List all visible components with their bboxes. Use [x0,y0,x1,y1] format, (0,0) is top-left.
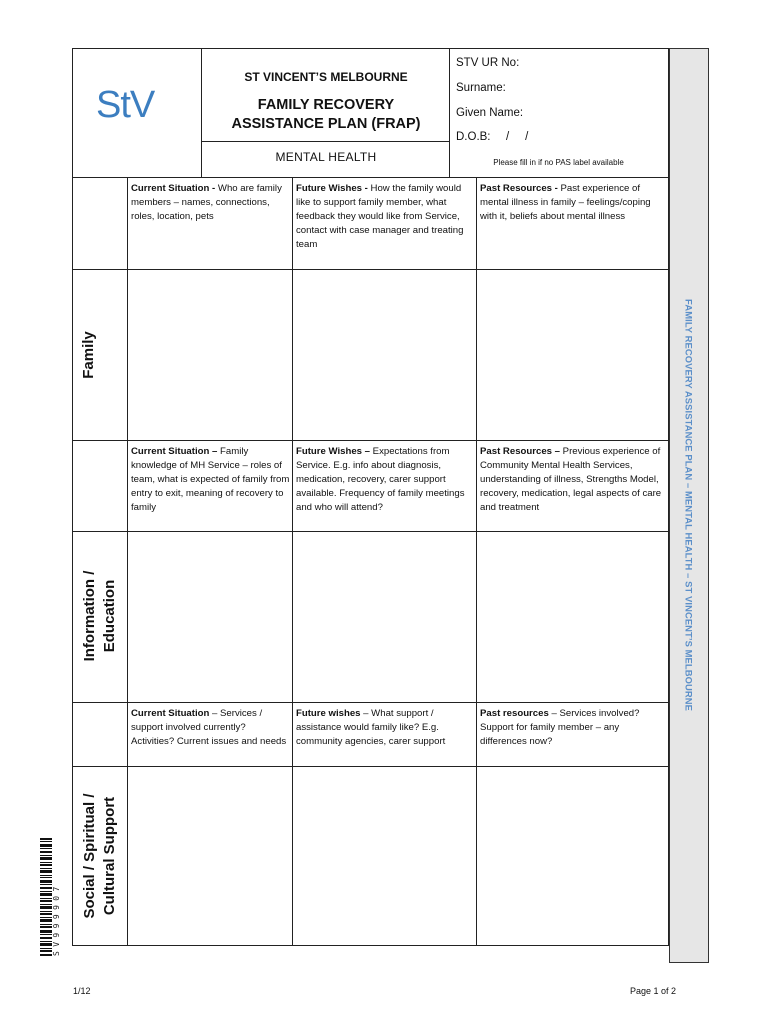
section-label-line: Family [80,331,97,379]
side-banner-text: FAMILY RECOVERY ASSISTANCE PLAN – MENTAL HEALTH – ST VINCENT’S MELBOURNE [683,299,695,711]
prompt-information-current [131,445,291,515]
given-name-label[interactable]: Given Name: [456,107,524,119]
prompt-family-past [480,182,666,224]
header-divider [449,48,450,178]
pas-label-note: Please fill in if no PAS label available [493,158,624,167]
answer-social-future[interactable] [293,767,476,945]
answer-family-future[interactable] [293,270,476,440]
prompt-text: How the family would like to support family member, what feedback they would like from Service, contact with case manager and treating team [296,183,464,250]
answer-social-past[interactable] [477,767,668,945]
prompt-information-past [480,445,668,515]
section-label-information [80,546,120,686]
prompt-heading: Current Situation – [131,446,218,457]
header-divider [201,141,449,142]
prompt-heading: Past Resources – [480,446,560,457]
prompt-heading: Future Wishes - [296,183,368,194]
prompt-heading: Current Situation - [131,183,216,194]
stv-logo: StV [96,84,155,126]
section-label-line: Cultural Support [101,796,118,916]
prompt-text: Previous experience of Community Mental Health Services, understanding of illness, Strengths Model, recovery, medication, legal aspects of care and treatment [480,446,662,513]
prompt-text: – Services / support involved currently? Activities? Current issues and needs [131,708,287,747]
grid-line [72,440,669,441]
form-title [203,96,449,134]
answer-family-current[interactable] [128,270,292,440]
prompt-text: – What support / assistance would family like? E.g. community agencies, carer support [296,708,446,747]
prompt-family-current [131,182,289,224]
section-label-line: Social / Spiritual / [81,793,98,919]
prompt-text: Who are family members – names, connections, roles, location, pets [131,183,282,222]
prompt-text: Expectations from Service. E.g. info about diagnosis, medication, recovery, carer support available. Frequency of family meetings and who will attend? [296,446,465,513]
prompt-heading: Past resources [480,708,549,719]
answer-information-past[interactable] [477,532,668,702]
prompt-social-future [296,707,474,749]
prompt-information-future [296,445,476,515]
answer-social-current[interactable] [128,767,292,945]
prompt-social-past [480,707,666,749]
dob-label[interactable]: D.O.B: [456,131,491,143]
form-title-line2: ASSISTANCE PLAN (FRAP) [231,116,421,132]
section-label-social [80,776,120,936]
form-title-line1: FAMILY RECOVERY [257,97,395,113]
header-divider [201,48,202,178]
answer-information-future[interactable] [293,532,476,702]
footer-page-number: Page 1 of 2 [630,986,677,996]
prompt-heading: Current Situation [131,708,210,719]
prompt-text: Family knowledge of MH Service – roles of team, what is expected of family from entry to exit, meaning of recovery to family [131,446,290,513]
prompt-heading: Past Resources - [480,183,558,194]
prompt-text: Past experience of mental illness in family – feelings/coping with it, beliefs about mental illness [480,183,651,222]
prompt-heading: Future Wishes – [296,446,371,457]
form-subtitle: MENTAL HEALTH [275,150,377,164]
answer-family-past[interactable] [477,270,668,440]
prompt-social-current [131,707,289,749]
section-label-line: Information / [81,570,98,662]
section-label-line: Education [101,579,118,653]
surname-label[interactable]: Surname: [456,82,506,94]
barcode-number: SV999907 [52,882,61,956]
ur-number-label[interactable]: STV UR No: [456,57,520,69]
organization-name: ST VINCENT’S MELBOURNE [244,70,408,84]
section-label-family [79,305,99,405]
prompt-family-future [296,182,474,252]
answer-information-current[interactable] [128,532,292,702]
prompt-heading: Future wishes [296,708,361,719]
grid-line [72,702,669,703]
dob-separators: / / [506,131,529,143]
prompt-text: – Services involved? Support for family member – any differences now? [480,708,640,747]
footer-form-code: 1/12 [73,986,91,996]
